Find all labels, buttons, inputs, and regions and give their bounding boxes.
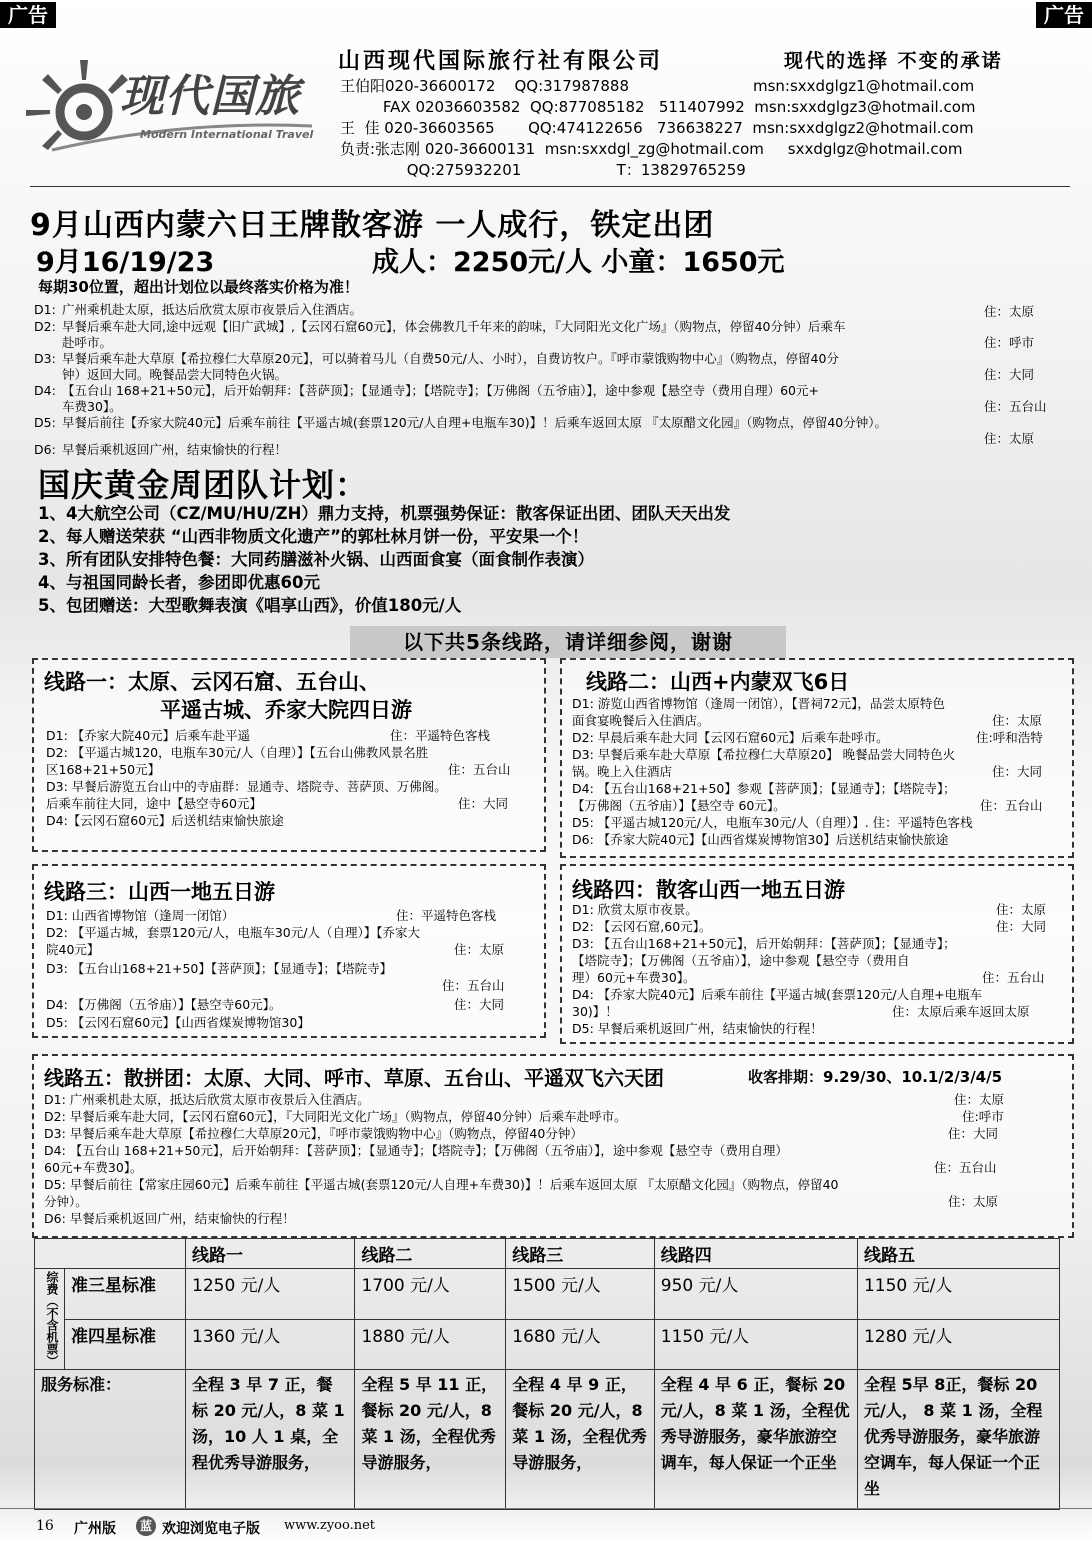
route-line: 【塔院寺】；【万佛阁（五爷庙）】，途中参观【悬空寺（费用自 — [572, 953, 910, 968]
day-stay: 住：呼市 — [984, 335, 1035, 350]
route-line: D6: 【乔家大院40元】【山西省煤炭博物馆30】后送机结束愉快旅途 — [572, 832, 949, 847]
day-text: 早餐后乘车赴大草原【希拉穆仁大草原20元】，可以骑着马儿（自费50元/人、小时），自费访牧户。『呼市蒙饿购物中心』（购物点，停留40分 — [62, 351, 839, 366]
route-stay: 住：五台山 — [442, 978, 505, 993]
route-stay: 住：太原 — [948, 1194, 999, 1209]
route-line: 院40元】 — [46, 942, 100, 957]
route-line: D2: 早餐后乘车赴大同，【云冈石窟60元】，『大同阳光文化广场』（购物点，停留40分钟）后乘车赴呼市。 — [44, 1109, 627, 1124]
day-stay: 住：五台山 — [984, 399, 1047, 414]
route-line: D4: 【乔家大院40元】后乘车前往【平遥古城(套票120元/人自理+电瓶车 — [572, 987, 983, 1002]
route-line: 【万佛阁（五爷庙）】【悬空寺 60元】。 — [572, 798, 786, 813]
service-label: 服务标准： — [35, 1370, 186, 1510]
golden-week-item: 3、所有团队安排特色餐：大同药膳滋补火锅、山西面食宴（面食制作表演） — [38, 550, 594, 569]
route-line: D1: 游览山西省博物馆（逢周一闭馆），【晋祠72元】，品尝太原特色 — [572, 696, 945, 711]
day-label: D1: — [34, 302, 56, 317]
route-line: 后乘车前往大同，途中【悬空寺60元】 — [46, 796, 262, 811]
route-stay: 住：太原 — [954, 1092, 1005, 1107]
route-line: D1: 欣赏太原市夜景。 — [572, 902, 698, 917]
route-line: D5: 【平遥古城120元/人，电瓶车30元/人（自理）】. 住：平遥特色客栈 — [572, 815, 973, 830]
route-3-title: 线路三：山西一地五日游 — [44, 880, 275, 904]
tour-note: 每期30位置，超出计划位以最终落实价格为准！ — [38, 278, 359, 296]
contact-line: FAX 02036603582 QQ:877085182 511407992 msn:sxxdglgz3@hotmail.com — [340, 98, 976, 116]
route-stay: 住：大同 — [996, 919, 1047, 934]
route-line: D3: 【五台山168+21+50元】，后开始朝拜：【菩萨顶】；【显通寺】； — [572, 936, 956, 951]
golden-week-item: 1、4大航空公司（CZ/MU/HU/ZH）鼎力支持，机票强势保证：散客保证出团、团队天天出发 — [38, 504, 731, 523]
table-header: 线路一 — [186, 1239, 355, 1269]
route-stay: 住:呼市 — [962, 1109, 1004, 1124]
contact-line: 负责:张志刚 020-36600131 msn:sxxdgl_zg@hotmail.com sxxdglgz@hotmail.com — [340, 140, 963, 158]
service-cell: 全程 3 早 7 正，餐标 20 元/人，8 菜 1 汤，10 人 1 桌，全程优秀导游服务， — [186, 1370, 355, 1510]
ad-label-left: 广告 — [0, 2, 56, 28]
route-3-box — [32, 864, 546, 1038]
route-stay: 住：五台山 — [934, 1160, 997, 1175]
route-stay: 住：太原 — [996, 902, 1047, 917]
page-number: 16 — [36, 1518, 54, 1534]
contact-line: 王 佳 020-36603565 QQ:474122656 736638227 msn:sxxdglgz2@hotmail.com — [340, 119, 974, 137]
price-cell: 1250 元/人 — [186, 1269, 355, 1320]
route-1-title: 线路一：太原、云冈石窟、五台山、 — [44, 670, 380, 694]
company-slogan: 现代的选择 不变的承诺 — [784, 50, 1003, 72]
service-cell: 全程 5早 8正，餐标 20 元/人， 8 菜 1 汤，全程优秀导游服务，豪华旅游空调车，每人保证一个正坐 — [857, 1370, 1059, 1510]
route-1-box — [32, 658, 546, 852]
service-cell: 全程 4 早 9 正，餐标 20 元/人，8 菜 1 汤，全程优秀导游服务， — [506, 1370, 654, 1510]
route-stay: 住：五台山 — [982, 970, 1045, 985]
golden-week-title: 国庆黄金周团队计划： — [38, 466, 369, 504]
price-cell: 1680 元/人 — [506, 1319, 654, 1370]
day-label: D2: — [34, 319, 56, 334]
table-header: 线路二 — [355, 1239, 506, 1269]
route-2-title: 线路二：山西+内蒙双飞6日 — [586, 670, 850, 694]
route-line: D5: 早餐后前往【常家庄园60元】后乘车前往【平遥古城(套票120元/人自理+车费30)】！后乘车返回太原 『太原醋文化园』（购物点，停留40 — [44, 1177, 839, 1192]
route-line: 30)】！ — [572, 1004, 618, 1019]
price-cell: 1150 元/人 — [654, 1319, 857, 1370]
footer-badge: 蓝 — [136, 1516, 156, 1536]
price-table — [34, 1238, 1060, 1510]
day-label: D3: — [34, 351, 56, 366]
day-stay: 住：太原 — [984, 431, 1035, 446]
footer-divider — [0, 1508, 1092, 1509]
header-divider — [30, 186, 1070, 187]
table-header: 线路四 — [654, 1239, 857, 1269]
footer-edition: 广州版 — [74, 1521, 116, 1537]
route-line: D2: 【平遥古城120，电瓶车30元/人（自理）】【五台山佛教风景名胜 — [46, 745, 429, 760]
route-2-box — [560, 658, 1074, 858]
route-line: D4: 【五台山 168+21+50元】，后开始朝拜：【菩萨顶】；【显通寺】；【塔院寺】；【万佛阁（五爷庙）】，途中参观【悬空寺（费用自理） — [44, 1143, 788, 1158]
price-cell: 950 元/人 — [654, 1269, 857, 1320]
day-text: 广州乘机赴太原，抵达后欣赏太原市夜景后入住酒店。 — [62, 302, 363, 317]
route-stay: 住：大同 — [458, 796, 509, 811]
route-stay: 住：平遥特色客栈 — [390, 728, 491, 743]
day-text: 车费30】。 — [62, 399, 122, 414]
logo-english: Modern International Travel — [140, 128, 314, 141]
route-line: D3: 早餐后乘车赴大草原【希拉穆仁大草原20元】，『呼市蒙饿购物中心』（购物点，停留40分钟） — [44, 1126, 583, 1141]
route-line: D2: 【平遥古城，套票120元/人，电瓶车30元/人（自理）】【乔家大 — [46, 925, 420, 940]
route-line: 60元+车费30】。 — [44, 1160, 143, 1175]
price-cell: 1150 元/人 — [857, 1269, 1059, 1320]
route-line: 面食宴晚餐后入住酒店。 — [572, 713, 710, 728]
route-stay: 住：五台山 — [448, 762, 511, 777]
contact-line: QQ:275932201 T：13829765259 — [340, 161, 746, 179]
footer-text: 欢迎浏览电子版 — [162, 1521, 260, 1537]
route-line: D4: 【五台山168+21+50】参观【菩萨顶】；【显通寺】；【塔院寺】； — [572, 781, 956, 796]
route-stay: 住：太原 — [992, 713, 1043, 728]
routes-banner: 以下共5条线路，请详细参阅，谢谢 — [350, 626, 786, 658]
table-row — [35, 1319, 1060, 1370]
contact-line: 王伯阳020-36600172 QQ:317987888 msn:sxxdglgz1@hotmail.com — [340, 77, 975, 95]
route-4-title: 线路四：散客山西一地五日游 — [572, 878, 845, 902]
route-line: D4: 【万佛阁（五爷庙）】【悬空寺60元】。 — [46, 997, 282, 1012]
route-stay: 住：大同 — [948, 1126, 999, 1141]
route-line: 分钟）。 — [44, 1194, 88, 1209]
day-text: 早餐后乘车赴大同,途中远观【旧广武城】,【云冈石窟60元】，体会佛教几千年来的韵味，『大同阳光文化广场』（购物点，停留40分钟）后乘车 — [62, 319, 846, 334]
logo-text: 现代国旅 — [120, 71, 300, 122]
route-stay: 住:呼和浩特 — [976, 730, 1043, 745]
route-line: D5: 早餐后乘机返回广州，结束愉快的行程！ — [572, 1021, 823, 1036]
table-header-row — [35, 1239, 1060, 1269]
route-line: D5: 【云冈石窟60元】【山西省煤炭博物馆30】 — [46, 1015, 310, 1030]
tour-itinerary — [34, 302, 1064, 452]
route-stay: 住：平遥特色客栈 — [396, 908, 497, 923]
price-cell: 1500 元/人 — [506, 1269, 654, 1320]
service-cell: 全程 5 早 11 正，餐标 20 元/人，8 菜 1 汤，全程优秀导游服务， — [355, 1370, 506, 1510]
route-line: D3: 【五台山168+21+50】【菩萨顶】；【显通寺】；【塔院寺】 — [46, 961, 393, 976]
route-4-box — [560, 864, 1074, 1044]
fee-side-label: 综费（不含机票） — [35, 1269, 65, 1370]
table-row — [35, 1269, 1060, 1320]
route-stay: 住：太原后乘车返回太原 — [892, 1004, 1030, 1019]
day-text: 早餐后乘机返回广州，结束愉快的行程！ — [62, 442, 288, 457]
row-label: 准四星标准 — [64, 1319, 185, 1370]
golden-week-item: 5、包团赠送：大型歌舞表演《唱享山西》，价值180元/人 — [38, 596, 462, 615]
route-line: D4:【云冈石窟60元】后送机结束愉快旅途 — [46, 813, 284, 828]
price-cell: 1280 元/人 — [857, 1319, 1059, 1370]
route-stay: 住：五台山 — [980, 798, 1043, 813]
route-line: 理）60元+车费30】。 — [572, 970, 696, 985]
route-stay: 住：大同 — [992, 764, 1043, 779]
day-stay: 住：大同 — [984, 367, 1035, 382]
route-stay: 住：大同 — [454, 997, 505, 1012]
tour-price: 成人：2250元/人 小童：1650元 — [372, 247, 785, 278]
route-line: D1: 广州乘机赴太原，抵达后欣赏太原市夜景后入住酒店。 — [44, 1092, 370, 1107]
golden-week-item: 2、每人赠送荣获 “山西非物质文化遗产”的郭杜林月饼一份，平安果一个！ — [38, 527, 589, 546]
route-line: D2: 【云冈石窟,60元】。 — [572, 919, 712, 934]
route-line: D3: 早餐后游览五台山中的寺庙群：显通寺、塔院寺、菩萨顶、万佛阁。 — [46, 779, 447, 794]
tour-title: 9月山西内蒙六日王牌散客游 一人成行，铁定出团 — [30, 208, 715, 243]
tour-dates: 9月16/19/23 — [36, 247, 215, 278]
table-corner — [35, 1239, 186, 1269]
golden-week-item: 4、与祖国同龄长者，参团即优惠60元 — [38, 573, 320, 592]
table-header: 线路五 — [857, 1239, 1059, 1269]
route-line: D2: 早晨后乘车赴大同【云冈石窟60元】后乘车赴呼市。 — [572, 730, 889, 745]
route-1-title: 平遥古城、乔家大院四日游 — [160, 698, 412, 722]
row-label: 准三星标准 — [64, 1269, 185, 1320]
table-header: 线路三 — [506, 1239, 654, 1269]
table-row — [35, 1370, 1060, 1510]
route-line: D6: 早餐后乘机返回广州，结束愉快的行程！ — [44, 1211, 295, 1226]
price-cell: 1700 元/人 — [355, 1269, 506, 1320]
service-cell: 全程 4 早 6 正，餐标 20 元/人，8 菜 1 汤，全程优秀导游服务，豪华旅游空调车，每人保证一个正坐 — [654, 1370, 857, 1510]
route-line: D1: 【乔家大院40元】后乘车赴平遥 — [46, 728, 251, 743]
day-text: 【五台山 168+21+50元】，后开始朝拜：【菩萨顶】；【显通寺】；【塔院寺】；【万佛阁（五爷庙）】，途中参观【悬空寺（费用自理）60元+ — [62, 383, 819, 398]
day-label: D6: — [34, 442, 56, 457]
price-cell: 1880 元/人 — [355, 1319, 506, 1370]
day-text: 赴呼市。 — [62, 335, 113, 350]
day-text: 早餐后前往【乔家大院40元】后乘车前往【平遥古城(套票120元/人自理+电瓶车30)】！后乘车返回太原 『太原醋文化园』（购物点，停留40分钟）。 — [62, 415, 887, 430]
company-name: 山西现代国际旅行社有限公司 — [338, 49, 664, 74]
day-text: 钟）返回大同。晚餐品尝大同特色火锅。 — [62, 367, 288, 382]
route-line: 区168+21+50元】 — [46, 762, 161, 777]
day-stay: 住：太原 — [984, 304, 1035, 319]
route-line: D1: 山西省博物馆（逢周一闭馆） — [46, 908, 235, 923]
day-label: D5: — [34, 415, 56, 430]
route-stay: 住：太原 — [454, 942, 505, 957]
route-5-schedule: 收客排期：9.29/30、10.1/2/3/4/5 — [748, 1068, 1003, 1086]
ad-label-right: 广告 — [1036, 2, 1092, 28]
day-label: D4: — [34, 383, 56, 398]
price-cell: 1360 元/人 — [186, 1319, 355, 1370]
footer-url[interactable]: www.zyoo.net — [284, 1518, 376, 1533]
route-line: D3: 早餐后乘车赴大草原【希拉穆仁大草原20】 晚餐品尝大同特色火 — [572, 747, 956, 762]
route-line: 锅。晚上入住酒店 — [572, 764, 673, 779]
route-5-title: 线路五：散拼团：太原、大同、呼市、草原、五台山、平遥双飞六天团 — [44, 1066, 664, 1090]
route-5-box — [32, 1054, 1074, 1238]
